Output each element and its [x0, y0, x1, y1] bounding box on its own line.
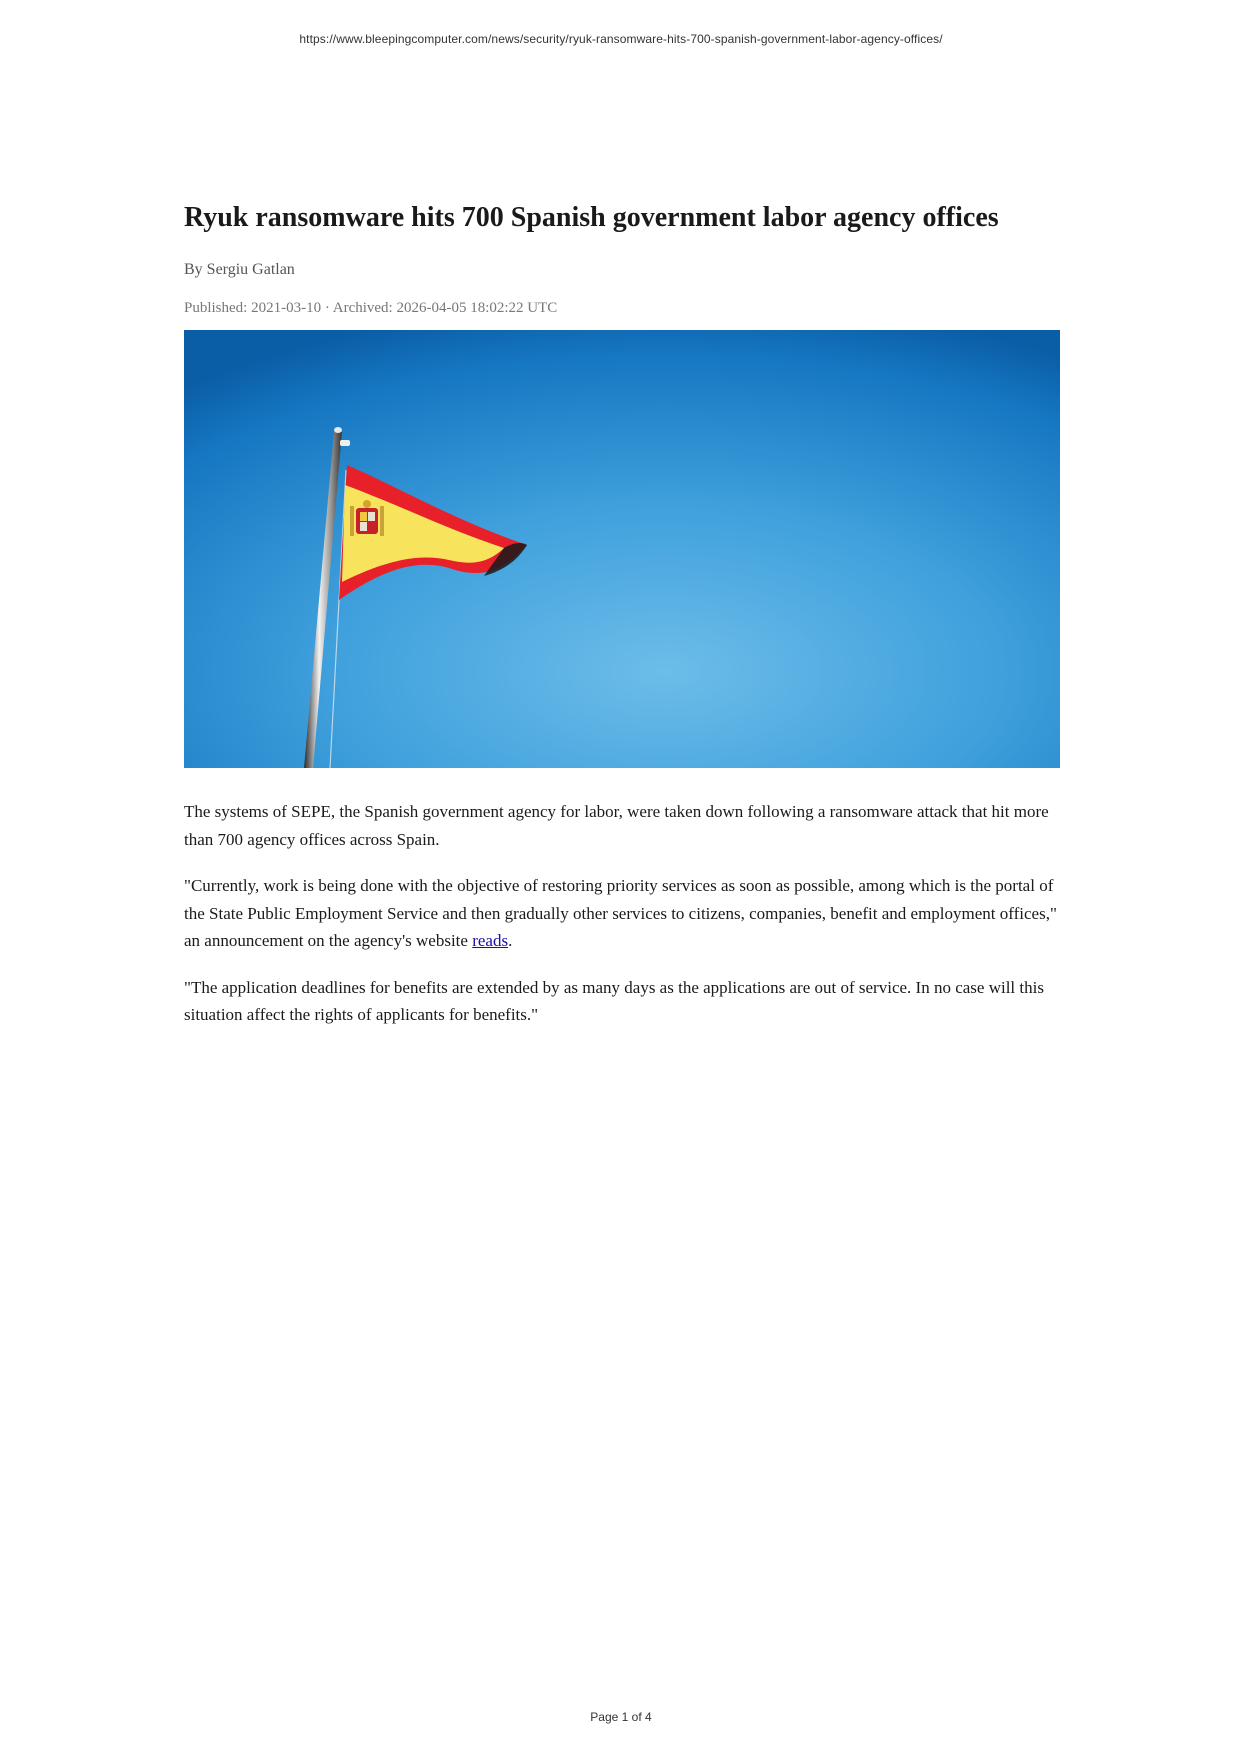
- article-body: [184, 798, 1060, 1029]
- pole-clip: [340, 440, 350, 446]
- article: [184, 198, 1060, 1048]
- article-meta: Published: 2021-03-10 · Archived: 2026-04-05 18:02:22 UTC: [184, 300, 558, 316]
- paragraph-2-end: .: [508, 931, 513, 950]
- paragraph-2-text: "Currently, work is being done with the objective of restoring priority services as soon as possible, among which is the portal of the State Public Employment Service and then gradually other services to citizens, companies, benefit and employment offices," an announcement on the agency's website: [184, 876, 1057, 950]
- paragraph-2: [184, 872, 1060, 955]
- page-number: Page 1 of 4: [590, 1710, 652, 1724]
- pole-finial: [334, 427, 342, 433]
- article-title: Ryuk ransomware hits 700 Spanish government labor agency offices: [184, 202, 999, 233]
- spanish-flag-photo: [184, 330, 1060, 768]
- source-url: https://www.bleepingcomputer.com/news/security/ryuk-ransomware-hits-700-spanish-government-labor-agency-offices/: [299, 32, 943, 46]
- paragraph-1: The systems of SEPE, the Spanish government agency for labor, were taken down following a ransomware attack that hit more than 700 agency offices across Spain.: [184, 802, 1049, 849]
- paragraph-3: "The application deadlines for benefits are extended by as many days as the applications are out of service. In no case will this situation affect the rights of applicants for benefits.": [184, 977, 1044, 1024]
- article-byline: By Sergiu Gatlan: [184, 261, 295, 278]
- reads-link[interactable]: reads: [472, 931, 509, 950]
